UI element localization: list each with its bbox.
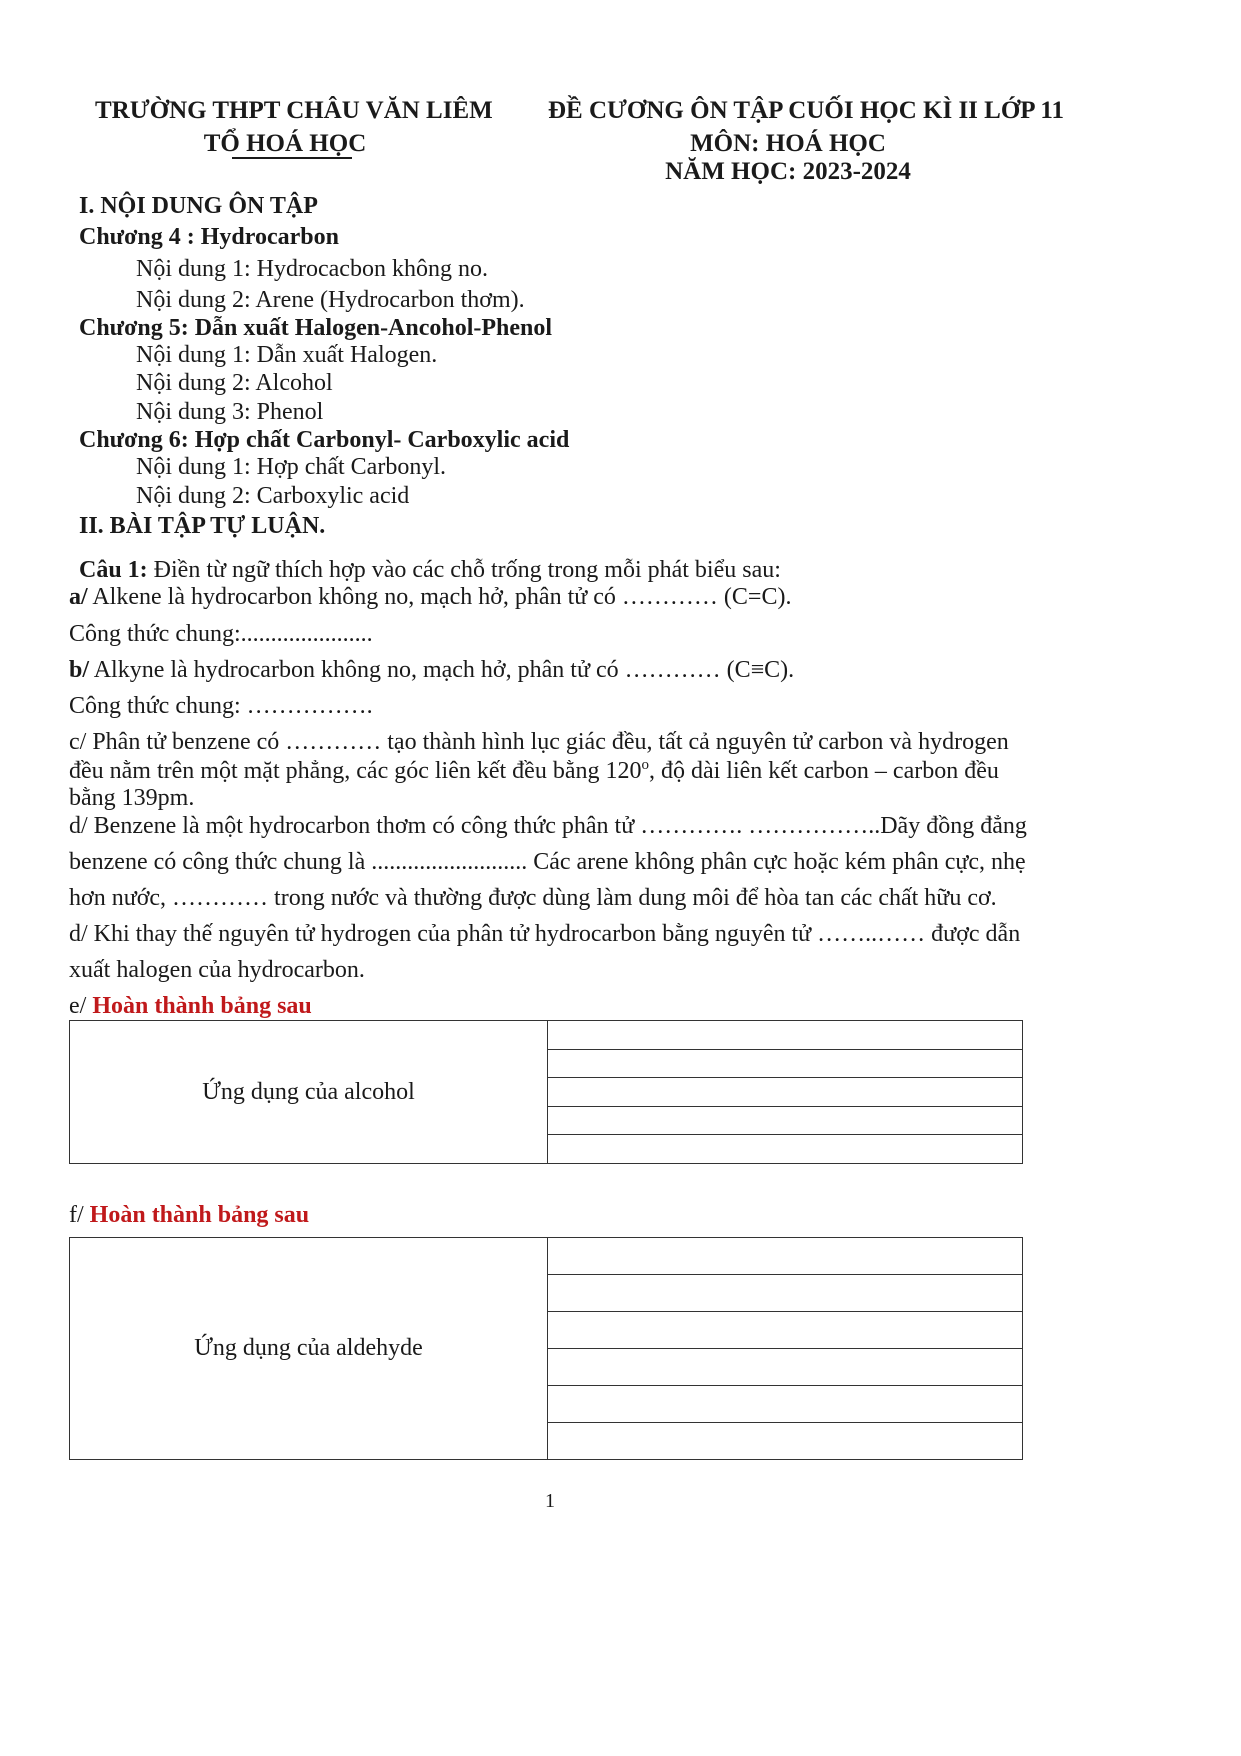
item-d2-line-2: xuất halogen của hydrocarbon. [69, 957, 365, 983]
item-a [69, 584, 791, 611]
item-f-label: f/ [69, 1202, 84, 1228]
item-e-title: Hoàn thành bảng sau [92, 993, 312, 1019]
alcohol-application-answer-column [547, 1021, 1022, 1163]
answer-cell[interactable] [547, 1135, 1022, 1163]
degree-superscript: o [641, 757, 649, 773]
answer-cell[interactable] [547, 1349, 1022, 1386]
item-b-text: Alkyne là hydrocarbon không no, mạch hở, phân tử có ………… (C≡C). [89, 657, 795, 683]
question-1-label: Câu 1: [79, 557, 148, 583]
question-1 [79, 557, 781, 584]
chapter-4-item-1: Nội dung 1: Hydrocacbon không no. [136, 256, 488, 282]
answer-cell[interactable] [547, 1275, 1022, 1312]
chapter-4-title: Chương 4 : Hydrocarbon [79, 224, 339, 250]
answer-cell[interactable] [547, 1050, 1022, 1079]
answer-cell[interactable] [547, 1386, 1022, 1423]
item-f-title: Hoàn thành bảng sau [89, 1202, 310, 1228]
item-c-line-2-rest: , độ dài liên kết carbon – carbon đều [648, 758, 999, 784]
chapter-5-item-3: Nội dung 3: Phenol [136, 399, 324, 425]
alcohol-application-table [69, 1020, 1023, 1164]
aldehyde-application-answer-column [547, 1238, 1022, 1459]
answer-cell[interactable] [547, 1107, 1022, 1136]
chapter-4-item-2: Nội dung 2: Arene (Hydrocarbon thơm). [136, 287, 525, 313]
item-c-line-2-text: đều nằm trên một mặt phẳng, các góc liên kết đều bằng 120 [69, 758, 642, 784]
item-b-label: b/ [69, 657, 90, 683]
department-underline [232, 157, 352, 159]
item-c-line-2 [69, 757, 999, 785]
item-a-formula: Công thức chung:...................... [69, 621, 373, 647]
item-a-text: Alkene là hydrocarbon không no, mạch hở, phân tử có ………… (C=C). [87, 584, 792, 610]
answer-cell[interactable] [547, 1238, 1022, 1275]
school-year: NĂM HỌC: 2023-2024 [665, 158, 911, 185]
section-2-heading: II. BÀI TẬP TỰ LUẬN. [79, 513, 326, 539]
answer-cell[interactable] [547, 1021, 1022, 1050]
subject: MÔN: HOÁ HỌC [690, 130, 886, 157]
answer-cell[interactable] [547, 1312, 1022, 1349]
item-d1-line-1: d/ Benzene là một hydrocarbon thơm có công thức phân tử …………. ……………..Dãy đồng đẳng [69, 813, 1027, 839]
chapter-6-title: Chương 6: Hợp chất Carbonyl- Carboxylic acid [79, 427, 570, 453]
answer-cell[interactable] [547, 1423, 1022, 1459]
item-b [69, 657, 794, 684]
item-f-heading [69, 1202, 309, 1229]
item-d2-line-1: d/ Khi thay thế nguyên tử hydrogen của phân tử hydrocarbon bằng nguyên tử ……..…… được dẫn [69, 921, 1021, 947]
answer-cell[interactable] [547, 1078, 1022, 1107]
item-d1-line-3: hơn nước, ………… trong nước và thường được dùng làm dung môi để hòa tan các chất hữu cơ. [69, 885, 997, 911]
item-a-label: a/ [69, 584, 88, 610]
item-e-heading [69, 993, 312, 1020]
aldehyde-application-table [69, 1237, 1023, 1460]
item-c-line-1: c/ Phân tử benzene có ………… tạo thành hình lục giác đều, tất cả nguyên tử carbon và hydrogen [69, 729, 1009, 755]
question-1-text: Điền từ ngữ thích hợp vào các chỗ trống trong mỗi phát biểu sau: [147, 557, 781, 583]
aldehyde-application-label: Ứng dụng của aldehyde [70, 1238, 548, 1459]
alcohol-application-label: Ứng dụng của alcohol [70, 1021, 548, 1163]
chapter-6-item-2: Nội dung 2: Carboxylic acid [136, 483, 410, 509]
item-c-line-3: bằng 139pm. [69, 785, 195, 811]
chapter-5-item-2: Nội dung 2: Alcohol [136, 370, 333, 396]
chapter-5-item-1: Nội dung 1: Dẫn xuất Halogen. [136, 342, 438, 368]
item-e-label: e/ [69, 993, 87, 1019]
item-d1-line-2: benzene có công thức chung là .......................... Các arene không phân cực hoặc kém phân cực, nhẹ [69, 849, 1026, 875]
page-number: 1 [545, 1490, 555, 1512]
item-b-formula: Công thức chung: ……………. [69, 693, 373, 719]
section-1-heading: I. NỘI DUNG ÔN TẬP [79, 193, 318, 219]
chapter-5-title: Chương 5: Dẫn xuất Halogen-Ancohol-Phenol [79, 315, 553, 341]
document-title: ĐỀ CƯƠNG ÔN TẬP CUỐI HỌC KÌ II LỚP 11 [548, 97, 1065, 124]
department-name: TỔ HOÁ HỌC [203, 130, 367, 157]
school-name: TRƯỜNG THPT CHÂU VĂN LIÊM [95, 97, 493, 124]
chapter-6-item-1: Nội dung 1: Hợp chất Carbonyl. [136, 454, 446, 480]
